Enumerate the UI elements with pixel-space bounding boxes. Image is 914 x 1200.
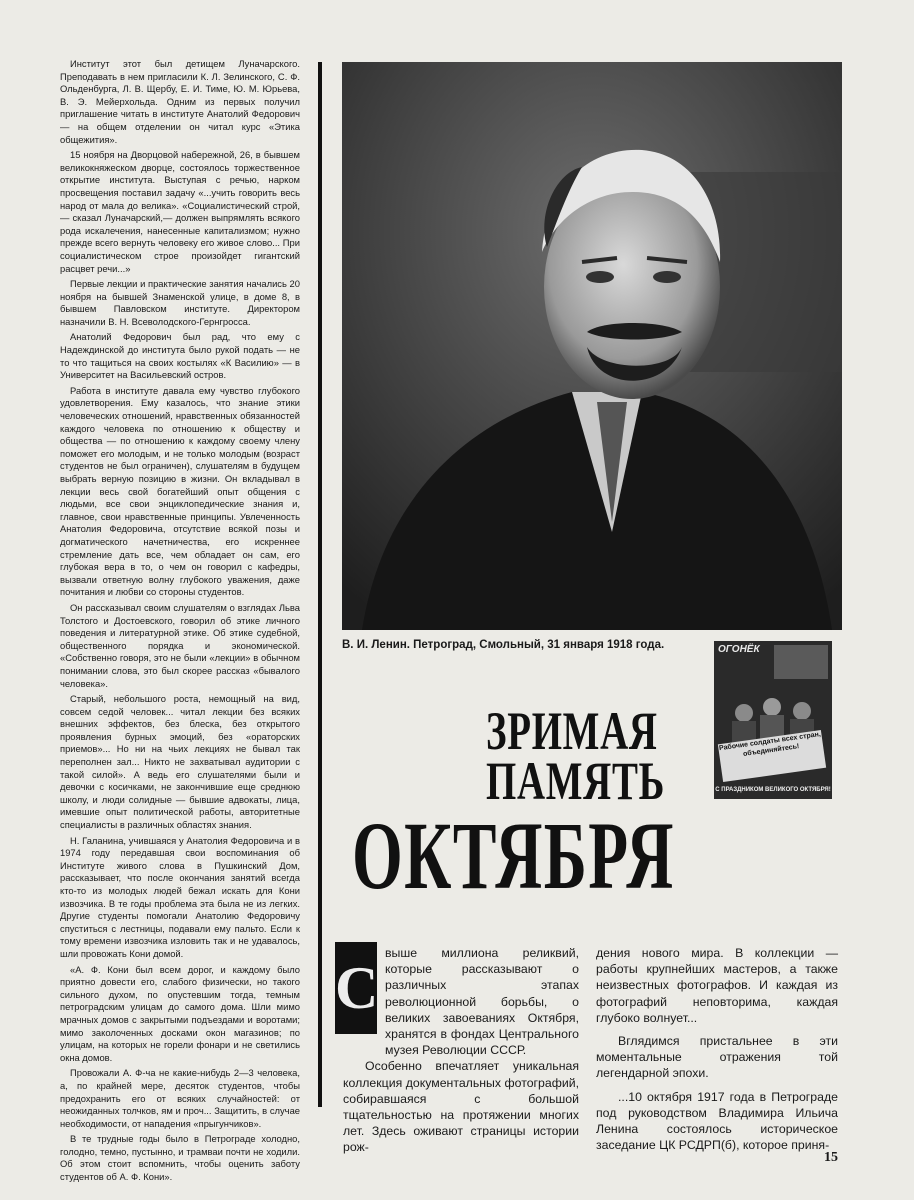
left-paragraph: Н. Галанина, учившаяся у Анатолия Федоровича и в 1974 году передавшая свои воспоминания об Институте живого слова в Пушкинский Дом, рассказывает, что после окончания занятий всегда кто-то из молодых людей бежал искать для Кони извозчика. В те годы проблема эта была не из легких. Другие студенты помогали Анатолию Федоровичу спуститься с лестницы, подавали ему пальто. Если к тому времени извозчика изловить так и не удавалось, шли провожать Кони домой. — [60, 834, 300, 959]
article-column-1 — [343, 945, 579, 1156]
article-paragraph: дения нового мира. В коллекции — работы крупнейших мастеров, а также неизвестных фотографов. И каждая из фотографий неповторима, каждая глубоко волнует... — [596, 946, 838, 1025]
cover-slogan: С ПРАЗДНИКОМ ВЕЛИКОГО ОКТЯБРЯ! — [715, 787, 831, 793]
left-paragraph: Провожали А. Ф-ча не какие-нибудь 2—3 человека, а, по крайней мере, десяток студентов, чтобы предохранить его от всяких случайностей: от неожиданных толчков, ям и проч... Защитить, в случае необходимости, от нападения «прыгунчиков». — [60, 1067, 300, 1129]
column-divider — [318, 62, 322, 1107]
lenin-portrait-photo — [342, 62, 842, 630]
portrait-illustration — [342, 62, 842, 630]
left-paragraph: Институт этот был детищем Луначарского. Преподавать в нем пригласили К. Л. Зелинского, С. Ф. Ольденбурга, Л. В. Щербу, Е. И. Тиме, Ю. М. Юрьева, В. Э. Мейерхольда. Одним из первых получил приглашение читать в институте Анатолий Федорович — на общем отделении он читал курс «Этика общежития». — [60, 58, 300, 145]
article-column-2 — [596, 945, 838, 1160]
left-paragraph: 15 ноября на Дворцовой набережной, 26, в бывшем великокняжеском дворце, состоялось торжественное открытие института. Выступая с речью, нарком просвещения поставил задачу «...учить говорить весь народ от мала до велика». «Социалистический строй,— сказал Луначарский,— должен выпрямлять всякого рода искалечения, нанесенные капитализмом; нужно прежде всего вернуть человеку его живое слово... При социалистическом строе произойдет гигантский расцвет речи...» — [60, 149, 300, 274]
left-paragraph: Анатолий Федорович был рад, что ему с Надеждинской до института было рукой подать — не то что тащиться на своих костылях «К Василию» — в Университет на Васильевский остров. — [60, 331, 300, 381]
magazine-logo: ОГОНЁК — [718, 644, 760, 655]
cover-sticker-text: Рабочие солдаты всех стран, объединяйтесь! — [718, 730, 826, 782]
left-paragraph: Работа в институте давала ему чувство глубокого удовлетворения. Ему казалось, что знание этики человеческих отношений, нравственных обязанностей каждого человека по отношению к обществу и общества — по отношению к каждому своему члену поможет его молодым, и не только молодым (возраст студентов не был ограничен), слушателям в будущем выбрать верную позицию в жизни. Он вкладывал в лекции весь свой богатейший опыт общения с людьми, все свои энциклопедические знания и, главное, свои нравственные принципы. Увлеченность Анатолия Федоровича, отсутствие всякой позы и догматического начетничества, его искреннее стремление дать все, чем обладает он сам, его глубокая вера в то, о чем он говорил с кафедры, вызвали ответную волну глубокого уважения, даже почитания и любви со стороны студентов. — [60, 384, 300, 598]
left-paragraph: Он рассказывал своим слушателям о взглядах Льва Толстого и Достоевского, говорил об этике личного поведения и литературной этике. Об этике судебной, общественного порядка и экономической. «Собственно говоря, это не были «лекции» в обычном понимании слова, это был скорее рассказ «бывалого человека». — [60, 601, 300, 689]
left-paragraph: Первые лекции и практические занятия начались 20 ноября на бывшей Знаменской улице, в доме 8, в бывшем Павловском институте. Директором назначили В. Н. Всеволодского-Гернгросса. — [60, 278, 300, 327]
article-paragraph: Вглядимся пристальнее в эти моментальные отражения той легендарной эпохи. — [596, 1034, 838, 1081]
article-paragraph: Особенно впечатляет уникальная коллекция документальных фотографий, собиравшаяся с большой тщательностью на протяжении многих лет. Здесь оживают страницы истории рож- — [343, 1059, 579, 1155]
page-number: 15 — [824, 1150, 838, 1165]
magazine-cover-thumbnail — [714, 641, 832, 799]
article-paragraph: ...10 октября 1917 года в Петрограде под руководством Владимира Ильича Ленина состоялось историческое заседание ЦК РСДРП(б), которое приня- — [596, 1089, 838, 1153]
left-text-column — [60, 58, 300, 1187]
left-paragraph: Старый, небольшого роста, немощный на вид, совсем седой человек... читал лекции без всяких внешних эффектов, без блеска, без открытого проявления бурных эмоций, без «ораторских приемов»... Но ни на чьих лекциях не бывал так переполнен зал... Никто не захватывал аудитории с такой силой». А ведь его слушателями были и девочки с косичками, не закончившие еще среднюю школу, и люди солидные — бывшие адвокаты, лица, имевшие опыт политической работы, авторитетные специалисты в различных областях знания. — [60, 693, 300, 831]
left-paragraph: В те трудные годы было в Петрограде холодно, голодно, темно, пустынно, и трамваи почти не ходили. Об этом стоит вспомнить, чтобы оценить заботу студентов об А. Ф. Кони». — [60, 1133, 300, 1183]
article-paragraph: выше миллиона реликвий, которые рассказывают о различных этапах революционной борьбы, о великих завоеваниях Октября, хранятся в фондах Центрального музея Революции СССР. — [385, 946, 579, 1058]
headline-line-2: ПАМЯТЬ — [486, 751, 666, 811]
headline-line-1: ЗРИМАЯ — [486, 701, 658, 761]
photo-caption: В. И. Ленин. Петроград, Смольный, 31 января 1918 года. — [342, 639, 665, 651]
drop-cap: С — [335, 942, 377, 1034]
left-paragraph: «А. Ф. Кони был всем дорог, и каждому было приятно довести его, слабого физически, но такого сильного духом, по опустевшим тогда, темным петроградским улицам до самого дома. Шли мимо мрачных домов с закрытыми подъездами и воротами; мимо заколоченных досками окон магазинов; по улицам, на которых не горели фонари и не светились окна домов. — [60, 963, 300, 1063]
headline-line-3: ОКТЯБРЯ — [352, 802, 675, 909]
